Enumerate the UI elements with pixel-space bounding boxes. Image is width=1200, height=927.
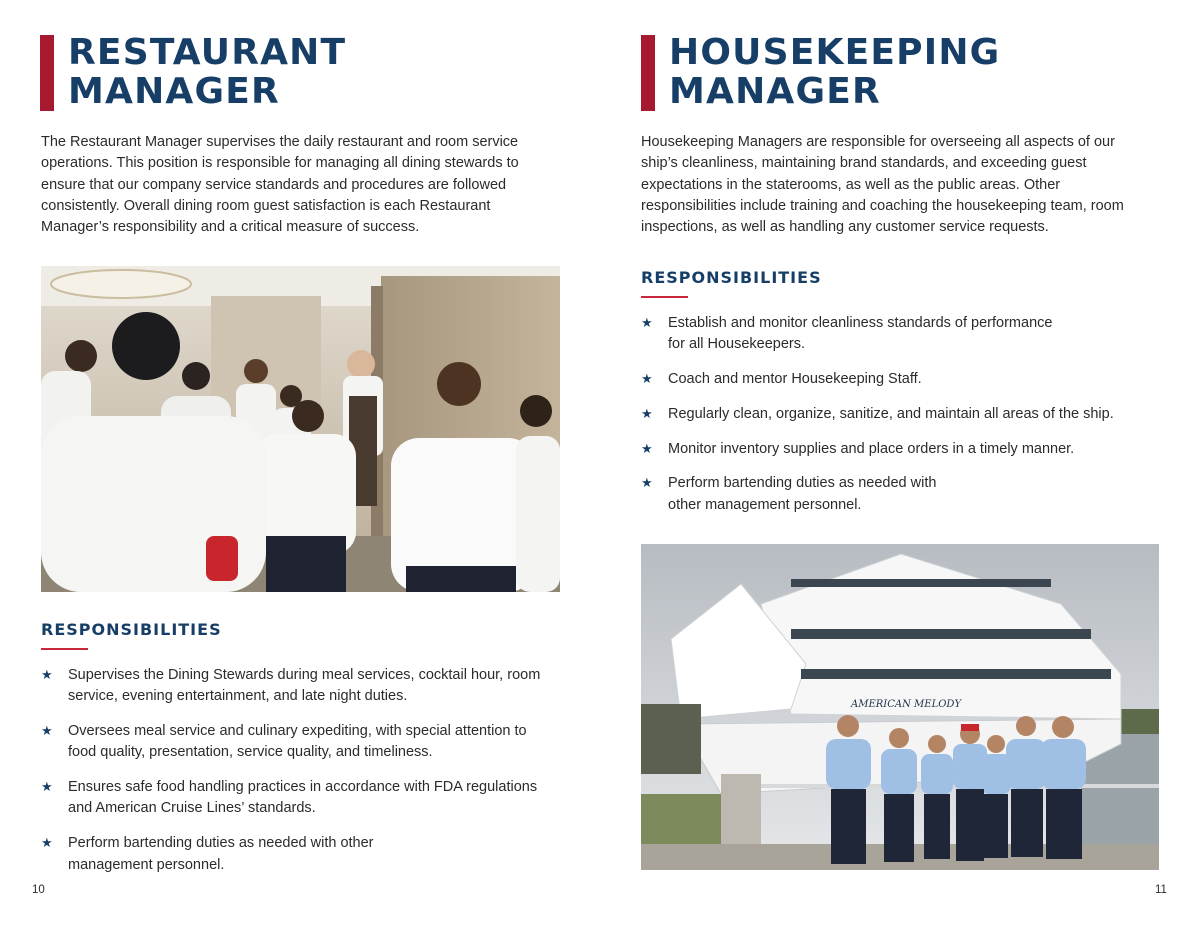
responsibilities-heading: RESPONSIBILITIES [641,268,822,287]
heading-underline [641,296,688,298]
star-icon: ★ [41,668,53,683]
star-icon: ★ [641,476,653,492]
responsibilities-heading: RESPONSIBILITIES [41,620,222,639]
list-item: ★ Perform bartending duties as needed with other management personnel. [41,835,374,873]
title-accent-bar [40,35,54,111]
star-icon: ★ [41,724,53,740]
star-icon: ★ [641,316,653,331]
list-item: ★ Coach and mentor Housekeeping Staff. [641,369,1161,390]
heading-underline [41,648,88,650]
title-line-2: MANAGER [68,71,280,112]
star-icon: ★ [641,372,653,388]
responsibilities-list [641,313,1161,530]
list-item: ★ Monitor inventory supplies and place orders in a timely manner. [641,439,1161,460]
ship-name-label: AMERICAN MELODY [851,699,962,710]
restaurant-staff-photo [41,266,560,592]
page-number: 11 [1155,884,1167,896]
page-title [669,33,1000,111]
title-accent-bar [641,35,655,111]
star-icon: ★ [641,441,653,457]
list-item: ★ Supervises the Dining Stewards during meal services, cocktail hour, room service, evening entertainment, and late night duties. [41,667,541,705]
list-item: ★ Establish and monitor cleanliness standards of performance for all Housekeepers. [641,315,1053,353]
title-line-1: HOUSEKEEPING [669,32,1001,73]
star-icon: ★ [41,836,53,852]
title-line-2: MANAGER [669,71,881,112]
list-item: ★ Perform bartending duties as needed with other management personnel. [641,475,937,513]
intro-paragraph: Housekeeping Managers are responsible for overseeing all aspects of our ship’s cleanliness, maintaining brand standards, and exceeding guest expectations in the staterooms, as well as the public areas. Other responsibilities include training and coaching the housekeeping team, room inspections, as well as handling any customer service requests. [641,134,1124,236]
page-number: 10 [32,884,45,896]
intro-paragraph: The Restaurant Manager supervises the daily restaurant and room service operations. This position is responsible for managing all dining stewards to ensure that our company service standards and procedures are followed consistently. Overall dining room guest satisfaction is each Restaurant Manager’s responsibility and a critical measure of success. [41,134,519,236]
right-page [600,0,1200,927]
responsibilities-list [41,665,551,889]
list-item: ★ Regularly clean, organize, sanitize, and maintain all areas of the ship. [641,404,1161,425]
title-line-1: RESTAURANT [68,32,347,73]
star-icon: ★ [641,406,653,422]
list-item: ★ Oversees meal service and culinary expediting, with special attention to food quality, presentation, service quality, and timeliness. [41,723,527,761]
page-title [68,33,346,111]
star-icon: ★ [41,780,53,796]
list-item: ★ Ensures safe food handling practices in accordance with FDA regulations and American Cruise Lines’ standards. [41,779,538,817]
ship-crew-photo [641,544,1159,870]
